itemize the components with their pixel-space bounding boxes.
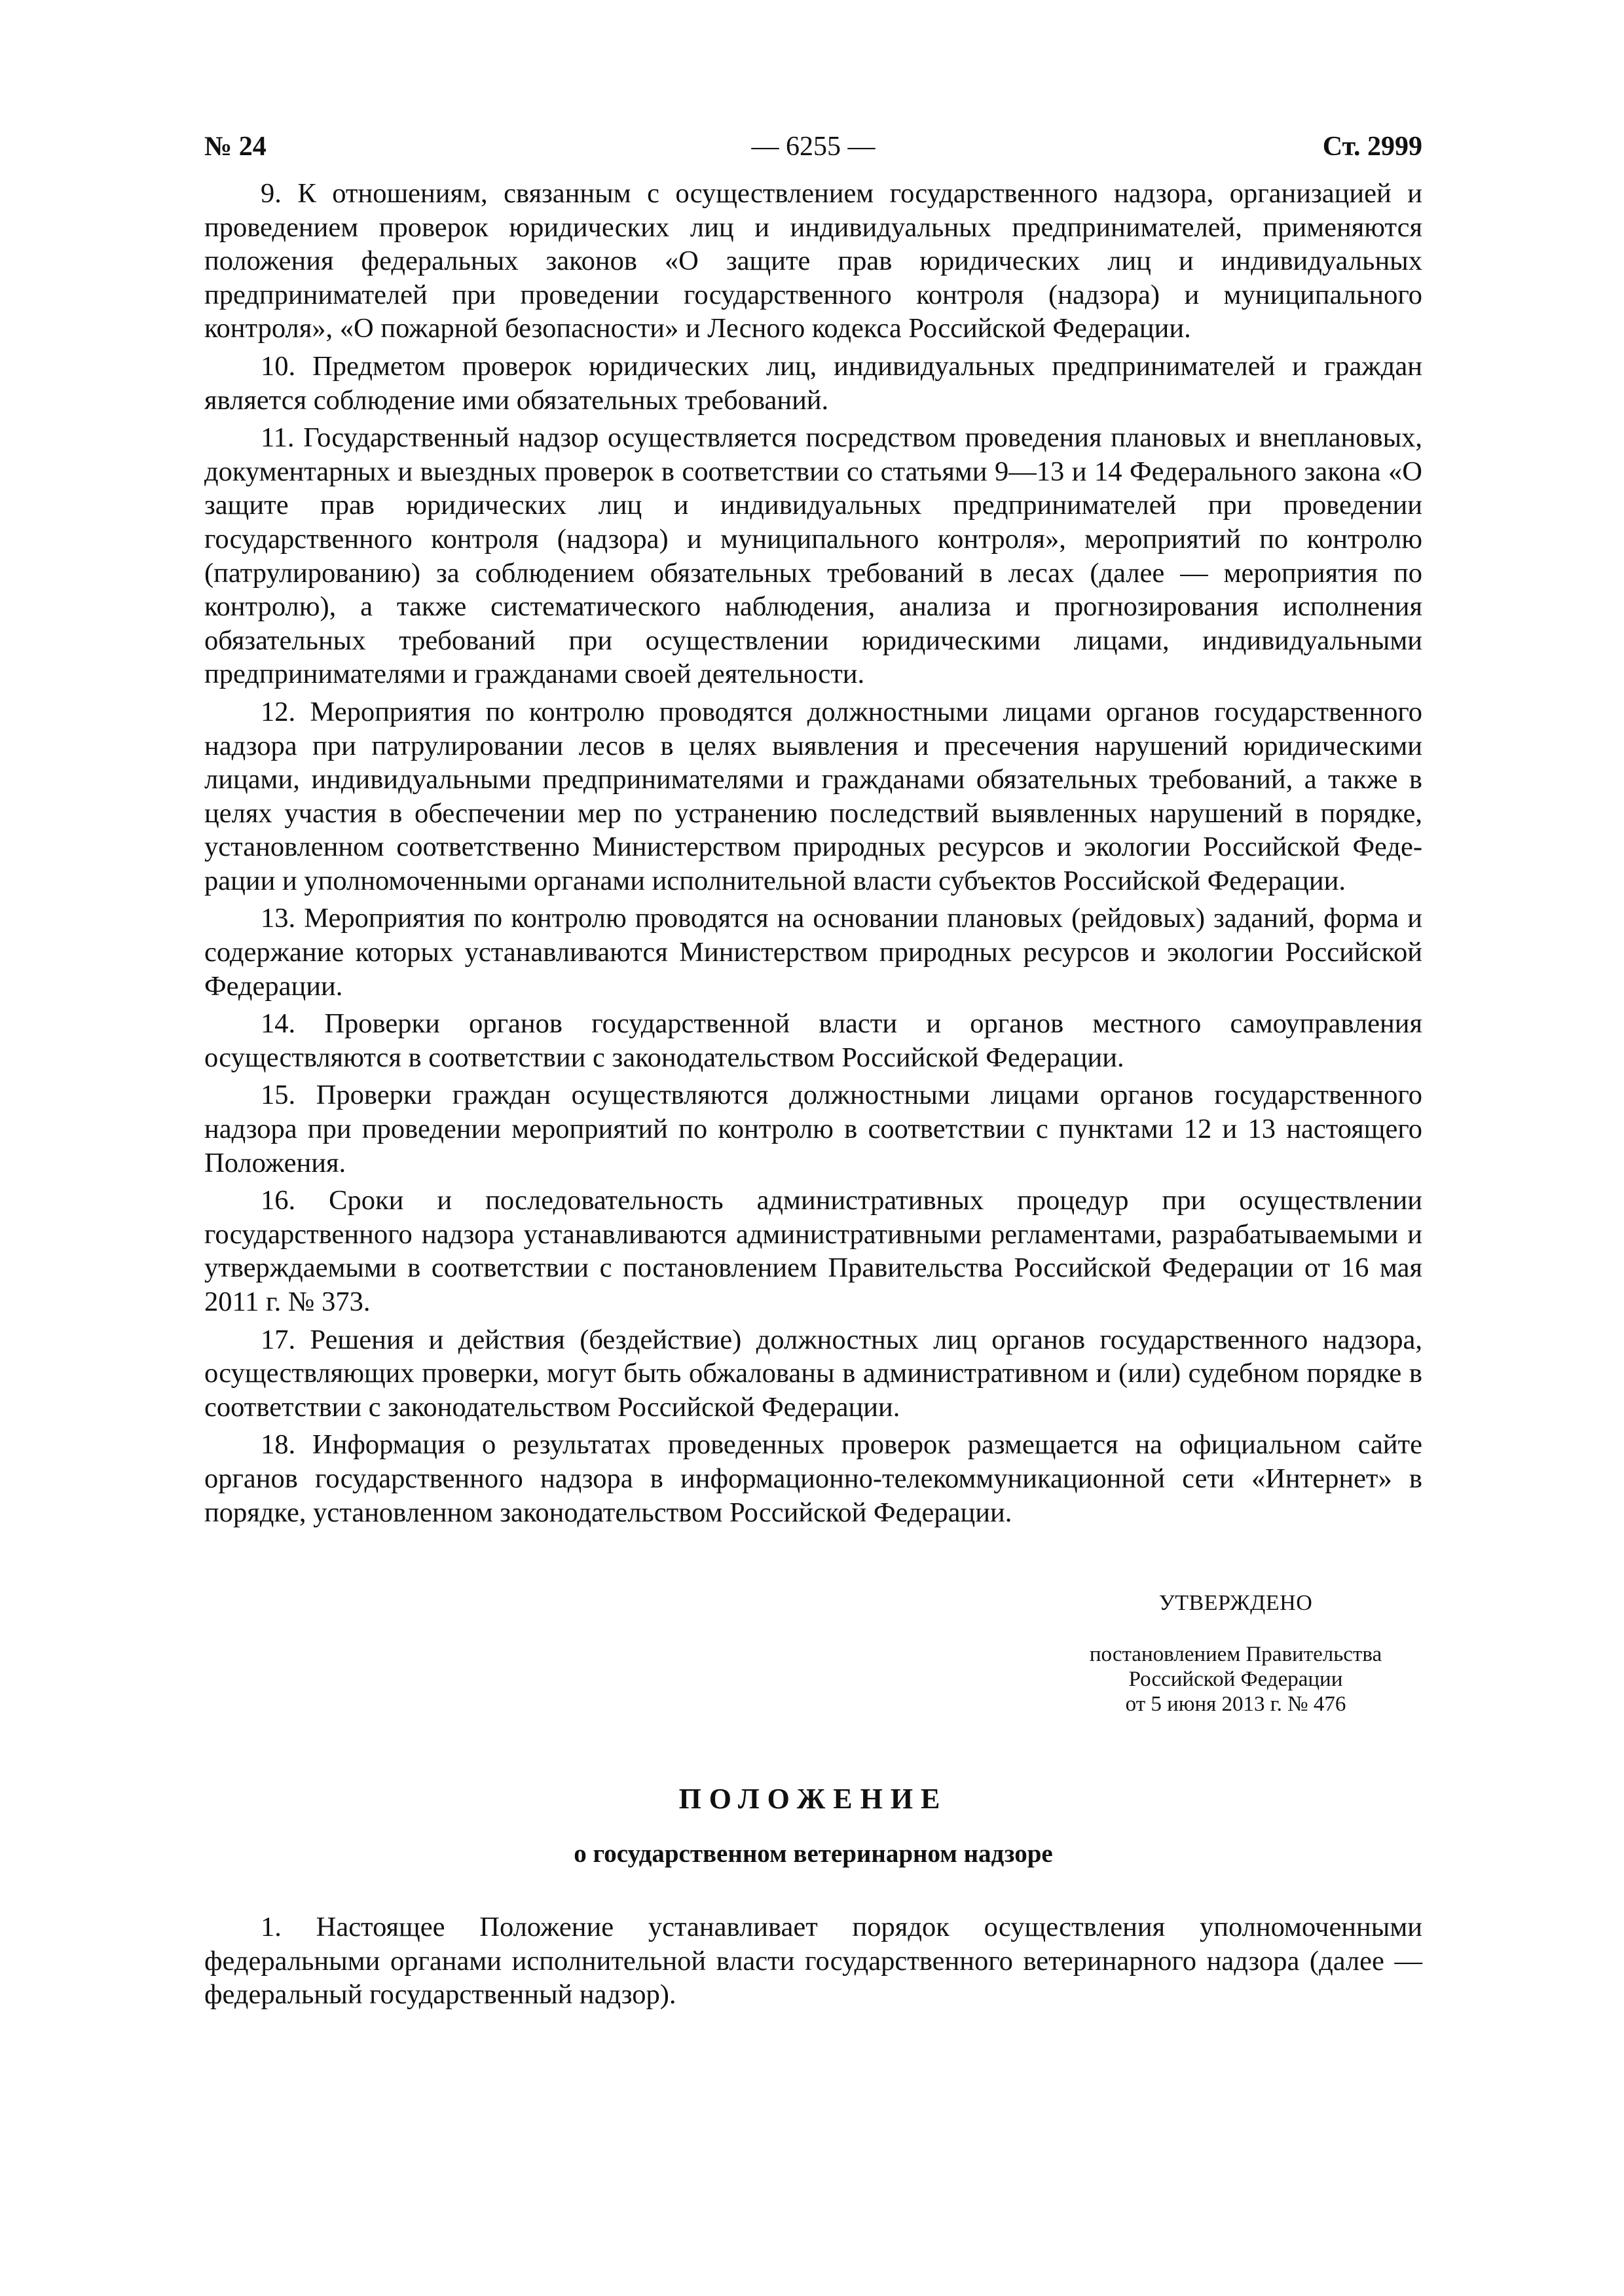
article-number: Ст. 2999: [1322, 132, 1422, 162]
paragraph-14: 14. Проверки органов государственной власти и органов местного самоуправления осуществляются в соответствии с законодательством Российской Федерации.: [204, 1008, 1422, 1073]
document-page: [204, 131, 1422, 2259]
approval-line-1: постановлением Правительства: [1089, 1643, 1382, 1667]
paragraph-13: 13. Мероприятия по контролю проводятся на основании плановых (рейдовых) заданий, форма и содержание которых устанавливаются Министерством природных ресурсов и экологии Российской Федерации.: [204, 903, 1422, 1002]
paragraph-17: 17. Решения и действия (бездействие) должностных лиц органов государственного надзора, осуществляющих проверки, могут быть обжалованы в административном и (или) судебном порядке в соответствии с законодательством Российской Федерации.: [204, 1324, 1422, 1423]
issue-number: № 24: [204, 132, 267, 162]
paragraph-9: 9. К отношениям, связанным с осуществлением государственного надзора, организацией и проведением проверок юридических лиц и индивидуальных предпринимателей, применяются положения федеральных законов «О защите прав юридических лиц и индивидуальных предпринимателей при проведении государственного контроля (надзора) и муниципального контроля», «О пожарной безопасности» и Лесного кодекса Российской Федерации.: [204, 178, 1422, 344]
paragraph-18: 18. Информация о результатах проведенных проверок размещается на официальном сайте органов государственного надзора в информационно-телекоммуникационной сети «Интернет» в порядке, установленном законодательством Российской Федерации.: [204, 1429, 1422, 1528]
page-number: — 6255 —: [751, 132, 876, 162]
paragraph-1: 1. Настоящее Положение устанавливает порядок осуществления уполномоченными федеральными органами исполнительной власти государственного ветеринарного надзора (далее — федеральный государственный надзор).: [204, 1912, 1422, 2011]
approval-stamp: УТВЕРЖДЕНО: [1158, 1591, 1313, 1616]
document-subtitle: о государственном ветеринарном надзоре: [574, 1840, 1053, 1868]
approval-block: [1049, 1591, 1422, 1717]
paragraph-16: 16. Сроки и последовательность административных процедур при осуществлении государственного надзора устанавливаются административными регламентами, разрабатываемыми и утверждаемыми в соответствии с постановлением Правительства Российской Федерации от 16 мая 2011 г. № 373.: [204, 1185, 1422, 1317]
paragraph-15: 15. Проверки граждан осуществляются должностными лицами органов государственного надзора при проведении мероприятий по контролю в соответствии с пунктами 12 и 13 настоящего Положения.: [204, 1080, 1422, 1178]
approval-line-2: Российской Федерации: [1128, 1667, 1343, 1692]
page-header: [204, 131, 1422, 177]
paragraph-10: 10. Предметом проверок юридических лиц, индивидуальных предпринимателей и граждан является соблюдение ими обязательных требований.: [204, 350, 1422, 416]
approval-line-3: от 5 июня 2013 г. № 476: [1125, 1692, 1346, 1717]
paragraph-12: 12. Мероприятия по контролю проводятся должностными лицами органов государственного надзора при патрулировании лесов в целях выявления и пресечения нарушений юридическими лицами, индивидуальными предпринимателями и гражданами обязательных требований, а также в целях участия в обеспечении мер по устранению последствий выявленных нарушений в порядке, установленном соответственно Министерством природных ресурсов и экологии Российской Федерации и уполномоченными органами исполнительной власти субъектов Российской Федерации.: [204, 696, 1422, 896]
document-title: ПОЛОЖЕНИЕ: [678, 1783, 948, 1815]
paragraph-11: 11. Государственный надзор осуществляется посредством проведения плановых и внеплановых, документарных и выездных проверок в соответствии со статьями 9—13 и 14 Федерального закона «О защите прав юридических лиц и индивидуальных предпринимателей при проведении государственного контроля (надзора) и муниципального контроля», мероприятий по контролю (патрулированию) за соблюдением обязательных требований в лесах (далее — мероприятия по контролю), а также систематического наблюдения, анализа и прогнозирования исполнения обязательных требований при осуществлении юридическими лицами, индивидуальными предпринимателями и гражданами своей деятельности.: [204, 422, 1422, 690]
